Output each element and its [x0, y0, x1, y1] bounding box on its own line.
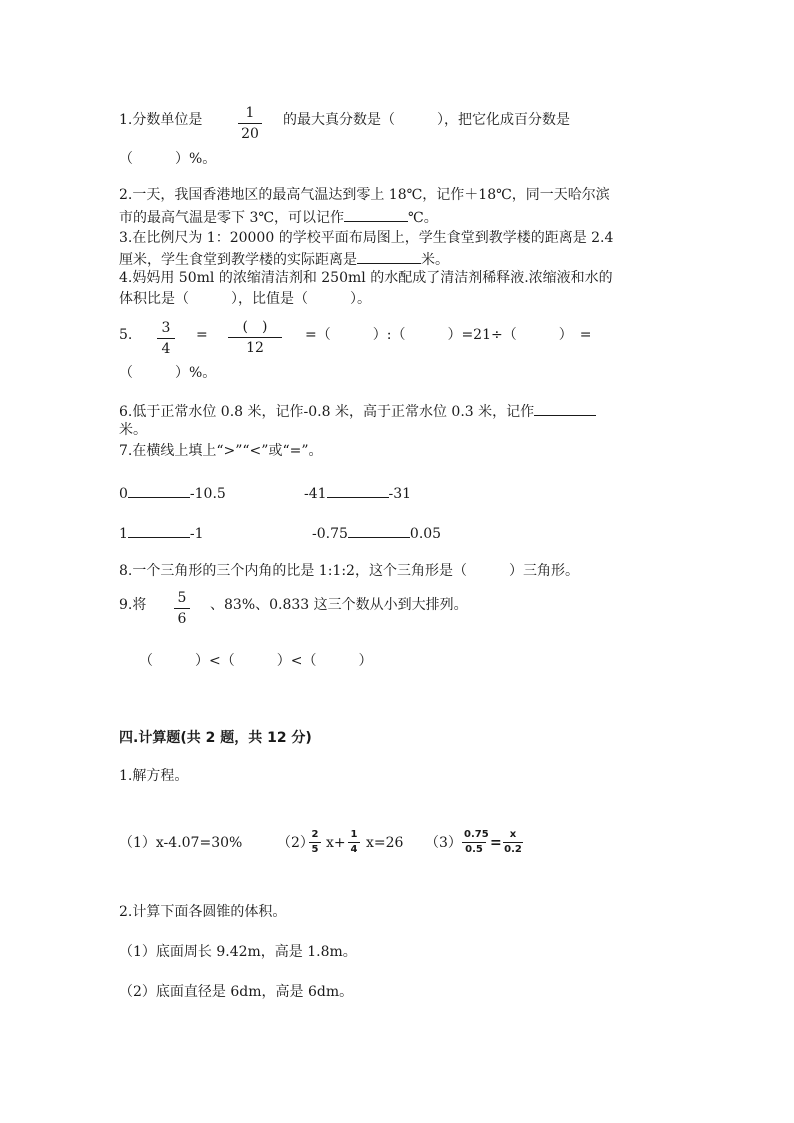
- q7-row1-b: [304, 485, 411, 501]
- q7-row1-b-left: -41: [304, 486, 327, 502]
- q3-line2-suffix: 米。: [421, 252, 449, 268]
- q2-line1: 2.一天，我国香港地区的最高气温达到零上 18℃，记作＋18℃，同一天哈尔滨: [119, 187, 610, 203]
- q7-row2-a: [119, 525, 204, 541]
- equation-3-fraction-1-denominator: 0.5: [465, 844, 483, 855]
- q3-line2-prefix: 厘米，学生食堂到教学楼的实际距离是: [119, 252, 357, 268]
- problem-1-title: 1.解方程。: [119, 768, 189, 784]
- equation-2-mid: x+: [326, 835, 346, 851]
- q2-line2-prefix: 市的最高气温是零下 3℃，可以记作: [119, 210, 345, 226]
- q9-fraction-denominator: 6: [177, 611, 187, 627]
- q9-fraction-numerator: 5: [174, 591, 190, 609]
- problem-2-item-1: （1）底面周长 9.42m，高是 1.8m。: [119, 944, 357, 960]
- q7-row2-b-right: 0.05: [409, 526, 442, 542]
- q2-line2-suffix: ℃。: [408, 210, 438, 226]
- q5-fraction-1-denominator: 4: [161, 341, 171, 357]
- equation-2-fraction-2-numerator: 1: [348, 830, 360, 843]
- q1-fraction-denominator: 20: [241, 126, 259, 142]
- equation-2-prefix: （2）: [277, 835, 314, 851]
- equation-1: （1）x-4.07=30%: [119, 835, 243, 851]
- q7-row2-a-right: -1: [189, 526, 204, 542]
- q6-answer-blank[interactable]: [534, 403, 596, 416]
- q7-row2-b-blank[interactable]: [348, 525, 410, 538]
- q4-line1: 4.妈妈用 50ml 的浓缩清洁剂和 250ml 的水配成了清洁剂稀释液.浓缩液和水的: [119, 270, 613, 286]
- q7-row1-a-blank[interactable]: [128, 485, 190, 498]
- q6-line1: [119, 403, 596, 419]
- q7-row1-a-right: -10.5: [189, 486, 226, 502]
- q6-line2: 米。: [119, 422, 147, 438]
- equation-3-prefix: （3）: [425, 835, 462, 851]
- q5-prefix: 5.: [119, 327, 133, 343]
- q5-fraction-2-numerator: ( ): [228, 320, 282, 338]
- equation-3-fraction-2: [503, 830, 523, 855]
- q3-line1: 3.在比例尺为 1：20000 的学校平面布局图上，学生食堂到教学楼的距离是 2.4: [119, 230, 614, 246]
- q1-prefix: 1.分数单位是: [119, 112, 203, 128]
- q5-equation-rest: =（ ）:（ ）=21÷（ ） =: [305, 327, 592, 343]
- equation-3-fraction-1-numerator: 0.75: [462, 830, 486, 843]
- q9-answer: （ ）<（ ）<（ ）: [139, 653, 373, 669]
- q5-equals-1: =: [196, 327, 208, 343]
- q9-prefix: 9.将: [119, 597, 147, 613]
- q7-row2-b: [312, 525, 441, 541]
- q3-answer-blank[interactable]: [357, 251, 421, 264]
- q7-row1-a-left: 0: [119, 486, 128, 502]
- equation-2-fraction-2: [348, 830, 360, 855]
- q7-row1-b-blank[interactable]: [327, 485, 389, 498]
- q1-fraction: [238, 106, 262, 141]
- equation-2-fraction-2-denominator: 4: [350, 844, 358, 855]
- q7-row2-a-left: 1: [119, 526, 128, 542]
- q1-suffix: 的最大真分数是（ ），把它化成百分数是: [283, 112, 570, 128]
- equation-3-equals: =: [490, 835, 502, 851]
- problem-2-title: 2.计算下面各圆锥的体积。: [119, 904, 287, 920]
- q7-row1-a: [119, 485, 226, 501]
- equation-2-fraction-1-numerator: 2: [309, 830, 321, 843]
- equation-3-fraction-1: [462, 829, 489, 855]
- q7-row2-b-left: -0.75: [312, 526, 348, 542]
- q7-line1: 7.在横线上填上“>”“<”或“=”。: [119, 443, 323, 459]
- q1-fraction-numerator: 1: [238, 106, 262, 124]
- q5-fraction-2: [228, 320, 282, 355]
- q5-fraction-2-denominator: 12: [246, 340, 264, 356]
- q4-line2: 体积比是（ ），比值是（ ）。: [119, 291, 371, 307]
- section-title: 四.计算题(共 2 题，共 12 分): [119, 730, 312, 746]
- equation-2-suffix: x=26: [366, 835, 404, 851]
- equation-2-fraction-1-denominator: 5: [311, 844, 319, 855]
- q3-line2: [119, 251, 449, 267]
- q7-row1-b-right: -31: [388, 486, 412, 502]
- q6-line1-prefix: 6.低于正常水位 0.8 米，记作-0.8 米，高于正常水位 0.3 米，记作: [119, 404, 535, 420]
- equation-2-fraction-1: [309, 830, 321, 855]
- problem-2-item-2: （2）底面直径是 6dm，高是 6dm。: [119, 984, 354, 1000]
- equation-3-fraction-2-denominator: 0.2: [504, 844, 522, 855]
- q1-line2: （ ）%。: [119, 151, 217, 167]
- q2-line2: [119, 209, 438, 225]
- q9-suffix: 、83%、0.833 这三个数从小到大排列。: [210, 597, 468, 613]
- q5-line2: （ ）%。: [119, 365, 217, 381]
- q5-fraction-1-numerator: 3: [157, 321, 175, 339]
- q8-line1: 8.一个三角形的三个内角的比是 1:1:2，这个三角形是（ ）三角形。: [119, 563, 579, 579]
- equation-3-fraction-2-numerator: x: [503, 830, 523, 843]
- q9-fraction: [174, 591, 190, 626]
- q5-fraction-1: [157, 321, 175, 356]
- q7-row2-a-blank[interactable]: [128, 525, 190, 538]
- q2-answer-blank[interactable]: [344, 209, 408, 222]
